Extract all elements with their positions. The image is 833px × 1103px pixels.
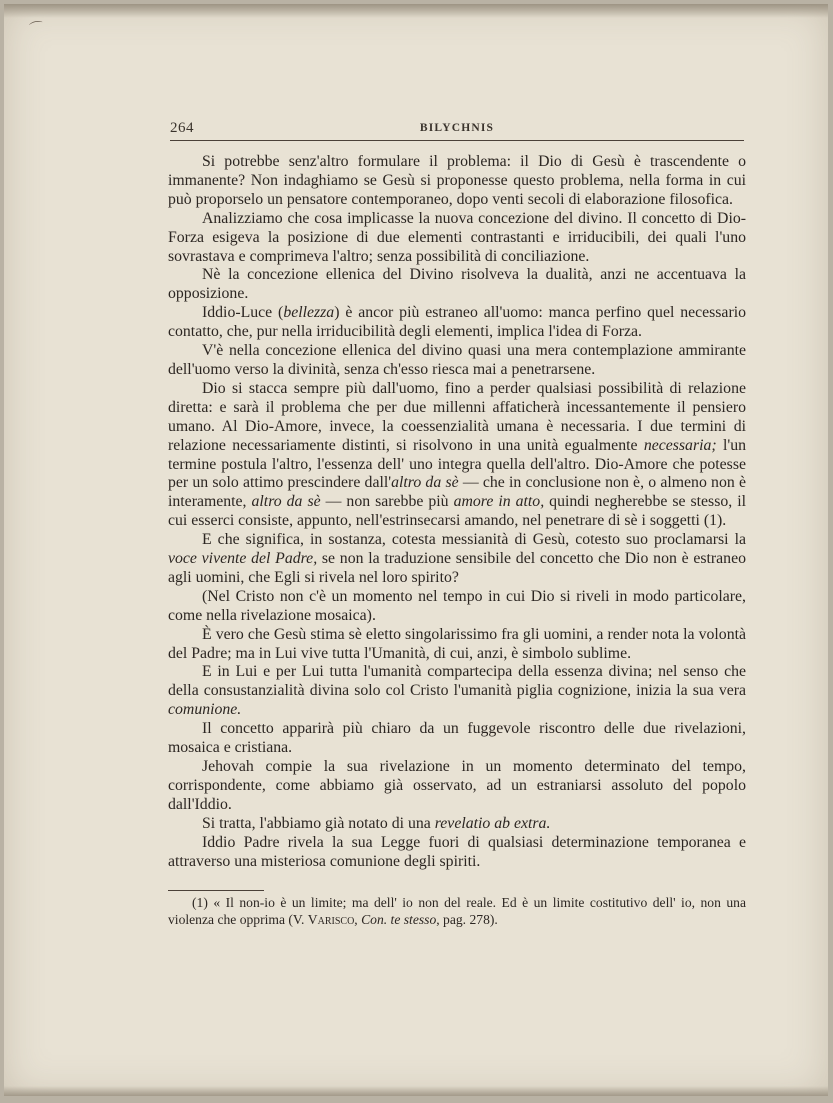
paragraph: [168, 304, 746, 342]
text-run: E che significa, in sostanza, cotesta messianità di Gesù, cotesto suo proclamarsi la: [202, 531, 746, 549]
footnote-divider: [168, 890, 264, 891]
page-number: 264: [170, 120, 194, 136]
text-run: quindi negherebbe se stesso, il cui esserci consiste, appunto, nell'estrinsecarsi amando, nel penetrare di sè i soggetti (1).: [168, 493, 746, 530]
text-run: , pag. 278).: [436, 912, 498, 927]
paragraph: [168, 815, 746, 834]
book-page: [4, 4, 828, 1096]
text-run: se non la traduzione sensibile del concetto che Dio non è estraneo agli uomini, che Egli si rivela nel loro spirito?: [168, 550, 746, 586]
text-run: voce vivente del Padre,: [168, 550, 318, 568]
text-run: E in Lui e per Lui tutta l'umanità compartecipa della essenza divina; nel senso che della consustanzialità divina solo col Cristo l'umanità piglia cognizione, inizia la sua vera: [168, 663, 746, 700]
text-run: Si tratta, l'abbiamo già notato di una: [202, 814, 435, 832]
paragraph: [168, 626, 746, 664]
text-run: ,: [354, 912, 362, 927]
text-run: Il concetto apparirà più chiaro da un fuggevole riscontro delle due rivelazioni, mosaica e cristiana.: [168, 720, 746, 757]
text-run: comunione.: [168, 701, 242, 719]
page-header: [170, 118, 744, 141]
text-run: Jehovah compie la sua rivelazione in un momento determinato del tempo, corrispondente, come abbiamo già osservato, ad un estraniarsi assoluto del popolo dall'Iddio.: [168, 758, 746, 813]
body-text: [168, 153, 746, 871]
paragraph: [168, 210, 746, 267]
text-run: (1) « Il non-io è un limite; ma dell' io non del reale. Ed è un limite costitutivo dell' io, non una violenza che opprima (V.: [168, 895, 746, 927]
paragraph: [168, 266, 746, 304]
text-run: bellezza: [283, 304, 335, 322]
text-run: altro da sè: [391, 474, 459, 492]
text-run: necessaria;: [643, 436, 717, 454]
corner-mark-icon: ⌒: [28, 20, 46, 39]
text-run: — che in conclusione non è, o almeno non è interamente,: [168, 474, 746, 511]
paragraph: [168, 834, 746, 872]
text-run: Nè la concezione ellenica del Divino risolveva la dualità, anzi ne accentuava la opposizione.: [168, 266, 746, 303]
text-run: Dio si stacca sempre più dall'uomo, fino a perder qualsiasi possibilità di relazione diretta: e sarà il problema che per due millenni affaticherà incessantemente il pensiero umano. Al Dio-Amore, invece, la coessenzialità umana è necessaria. I due termini di relazione necessariamente distinti, si risolvono in una unità egualmente: [168, 379, 746, 454]
text-run: ) è ancor più estraneo all'uomo: manca perfino quel necessario contatto, che, pur nella irriducibilità degli elementi, implica l'idea di Forza.: [168, 304, 746, 341]
text-run: Analizziamo che cosa implicasse la nuova concezione del divino. Il concetto di Dio-Forza esigeva la posizione di due elementi contrastanti e irriducibili, dei quali l'uno sovrastava e comprimeva l'altro; senza possibilità di conciliazione.: [168, 209, 746, 265]
paragraph: [168, 720, 746, 758]
text-run: Si potrebbe senz'altro formulare il problema: il Dio di Gesù è trascendente o immanente? Non indaghiamo se Gesù si proponesse questo problema, nella forma in cui può proporselo un pensatore contemporaneo, dopo venti secoli di elaborazione filosofica.: [168, 153, 746, 208]
text-run: Iddio Padre rivela la sua Legge fuori di qualsiasi determinazione temporanea e attraverso una misteriosa comunione degli spiriti.: [168, 833, 746, 870]
paragraph: [168, 663, 746, 720]
paragraph: [168, 380, 746, 531]
running-head: BILYCHNIS: [419, 122, 495, 134]
text-run: Iddio-Luce (: [202, 304, 284, 322]
text-run: revelatio ab extra.: [434, 814, 551, 832]
text-run: l'un termine postula l'altro, l'essenza dell' uno integra quella dell'altro. Dio-Amore che potesse per un solo attimo prescindere dall': [168, 436, 746, 492]
paragraph: [168, 758, 746, 815]
paragraph: [168, 588, 746, 626]
text-run: altro da sè: [251, 493, 321, 511]
text-run: Varisco: [307, 912, 355, 927]
text-run: Con. te stesso: [361, 912, 437, 927]
paragraph: [168, 153, 746, 210]
text-run: (Nel Cristo non c'è un momento nel tempo in cui Dio si riveli in modo particolare, come nella rivelazione mosaica).: [168, 587, 746, 624]
text-run: È vero che Gesù stima sè eletto singolarissimo fra gli uomini, a render nota la volontà del Padre; ma in Lui vive tutta l'Umanità, di cui, anzi, è simbolo sublime.: [168, 625, 746, 662]
text-run: V'è nella concezione ellenica del divino quasi una mera contemplazione ammirante dell'uomo verso la divinità, senza ch'esso riesca mai a penetrarsene.: [168, 342, 746, 378]
paragraph: [168, 531, 746, 588]
text-run: amore in atto,: [453, 493, 545, 511]
paragraph: [168, 342, 746, 380]
text-run: — non sarebbe più: [320, 493, 454, 511]
footnote: [168, 894, 746, 928]
